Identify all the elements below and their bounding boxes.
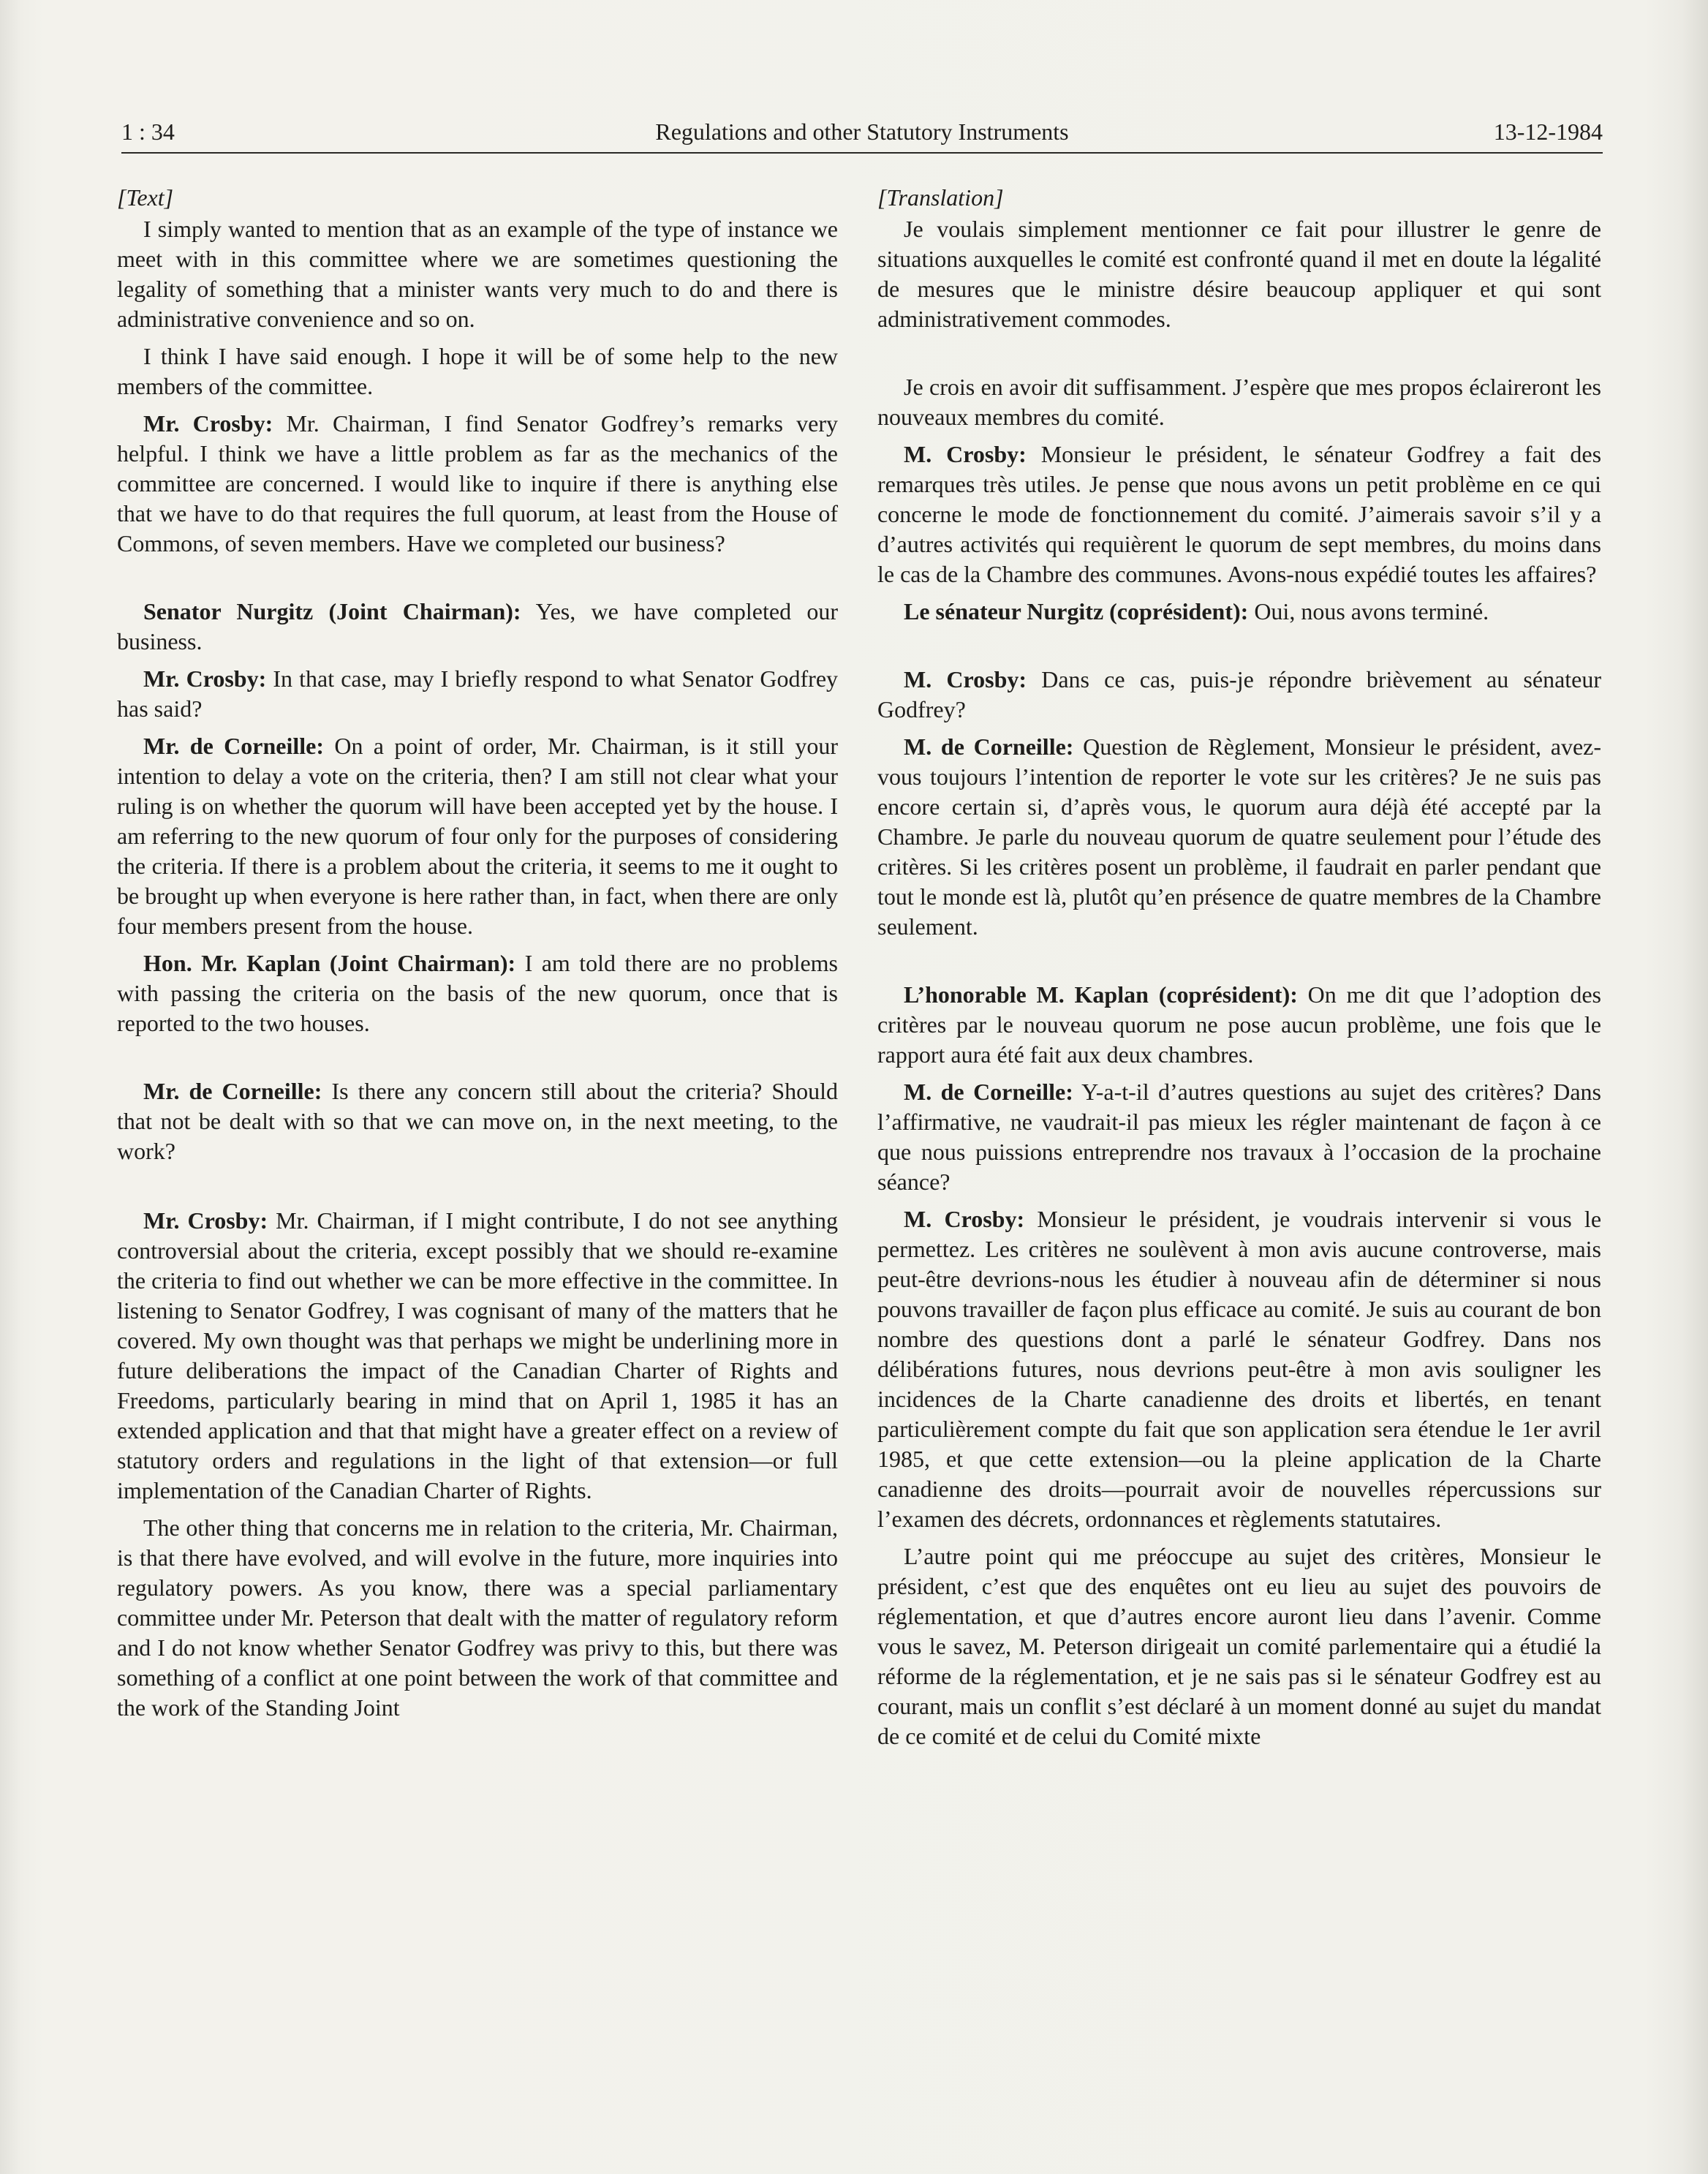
speaker-paragraph: M. de Corneille: Question de Règlement, Monsieur le président, avez-vous toujours l’intention de reporter le vote sur les critères? Je ne suis pas encore certain si, d’après vous, le quorum aura déjà été accepté par la Chambre. Je parle du nouveau quorum de quatre seulement pour l’étude des critères. Si les critères posent un problème, il faudrait en parler pendant que tout le monde est là, plutôt qu’en présence de quatre membres de la Chambre seulement. xyxy=(877,733,1602,940)
speaker-name: Mr. Crosby: xyxy=(143,665,267,692)
speaker-paragraph: M. Crosby: Monsieur le président, je voudrais intervenir si vous le permettez. Les critères ne soulèvent à mon avis aucune controverse, mais peut-être devrions-nous les étudier à nouveau afin de déterminer si nous pouvons travailler de façon plus efficace au comité. Je suis au courant de bon nombre des questions dont a parlé le sénateur Godfrey. Dans nos délibérations futures, nous devrions peut-être à mon avis souligner les incidences de la Charte canadienne des droits et libertés, en tenant particulièrement compte du fait que son application sera étendue le 1er avril 1985, et que cette extension—ou la pleine application de la Charte canadienne des droits—pourrait avoir de nouvelles répercussions sur l’examen des décrets, ordonnances et règlements statutaires. xyxy=(877,1206,1602,1532)
speaker-paragraph: Senator Nurgitz (Joint Chairman): Yes, we have completed our business. xyxy=(117,598,839,654)
speaker-name: Mr. Crosby: xyxy=(143,410,273,437)
page-number: 1 : 34 xyxy=(121,118,175,145)
speaker-paragraph: Le sénateur Nurgitz (coprésident): Oui, nous avons terminé. xyxy=(904,598,1489,624)
speaker-paragraph: Mr. de Corneille: Is there any concern still about the criteria? Should that not be dealt with so that we can move on, in the next meeting, to the work? xyxy=(117,1078,839,1164)
page-header xyxy=(121,117,1603,154)
speaker-paragraph: Mr. Crosby: Mr. Chairman, I find Senator Godfrey’s remarks very helpful. I think we have a little problem as far as the mechanics of the committee are concerned. I would like to inquire if there is anything else that we have to do that requires the full quorum, at least from the House of Commons, of seven members. Have we completed our business? xyxy=(117,410,839,556)
french-column xyxy=(877,183,1601,1751)
speaker-paragraph: M. de Corneille: Y-a-t-il d’autres questions au sujet des critères? Dans l’affirmative, ne vaudrait-il pas mieux les régler maintenant de façon à ce que nous puissions entreprendre nos travaux à l’occasion de la prochaine séance? xyxy=(877,1079,1602,1195)
paragraph: L’autre point qui me préoccupe au sujet des critères, Monsieur le président, c’est que des enquêtes ont eu lieu au sujet des pouvoirs de réglementation, et que d’autres encore auront lieu dans l’avenir. Comme vous le savez, M. Peterson dirigeait un comité parlementaire qui a étudié la réforme de la réglementation, et je ne sais pas si le sénateur Godfrey est au courant, mais un conflit s’est déclaré à un moment donné au sujet du mandat de ce comité et de celui du Comité mixte xyxy=(877,1543,1601,1749)
speaker-name: L’honorable M. Kaplan (coprésident): xyxy=(904,981,1298,1008)
meeting-date: 13-12-1984 xyxy=(1493,118,1603,145)
speaker-name: Le sénateur Nurgitz (coprésident): xyxy=(904,598,1249,624)
speaker-paragraph: M. Crosby: Monsieur le président, le sénateur Godfrey a fait des remarques très utiles. Je pense que nous avons un petit problème en ce qui concerne le mode de fonctionnement du comité. J’aimerais savoir s’il y a d’autres activités qui requièrent le quorum de sept membres, du moins dans le cas de la Chambre des communes. Avons-nous expédié toutes les affaires? xyxy=(877,441,1602,587)
speaker-paragraph: Hon. Mr. Kaplan (Joint Chairman): I am told there are no problems with passing the criteria on the basis of the new quorum, once that is reported to the two houses. xyxy=(117,950,839,1036)
paragraph: I simply wanted to mention that as an example of the type of instance we meet with in this committee where we are sometimes questioning the legality of something that a minister wants very much to do and there is administrative convenience and so on. xyxy=(117,216,838,332)
speaker-paragraph: L’honorable M. Kaplan (coprésident): On me dit que l’adoption des critères par le nouveau quorum ne pose aucun problème, une fois que le rapport aura été fait aux deux chambres. xyxy=(877,981,1602,1068)
paragraph: The other thing that concerns me in relation to the criteria, Mr. Chairman, is that there have evolved, and will evolve in the future, more inquiries into regulatory powers. As you know, there was a special parliamentary committee under Mr. Peterson that dealt with the matter of regulatory reform and I do not know whether Senator Godfrey was privy to this, but there was something of a conflict at one point between the work of that committee and the work of the Standing Joint xyxy=(117,1514,838,1721)
text-tag: [Text] xyxy=(117,184,174,211)
speaker-name: M. de Corneille: xyxy=(904,1079,1073,1105)
speaker-name: M. Crosby: xyxy=(904,441,1027,467)
speaker-paragraph: Mr. de Corneille: On a point of order, Mr. Chairman, is it still your intention to delay a vote on the criteria, then? I am still not clear what your ruling is on whether the quorum will have been accepted yet by the house. I am referring to the new quorum of four only for the purposes of considering the criteria. If there is a problem about the criteria, it seems to me it ought to be brought up when everyone is here rather than, in fact, when there are only four members present from the house. xyxy=(117,733,839,939)
speaker-name: Mr. Crosby: xyxy=(143,1207,268,1234)
paragraph: I think I have said enough. I hope it will be of some help to the new members of the committee. xyxy=(117,343,838,399)
speaker-name: M. Crosby: xyxy=(904,1206,1025,1232)
speaker-name: Hon. Mr. Kaplan (Joint Chairman): xyxy=(143,950,516,976)
speaker-name: M. Crosby: xyxy=(904,666,1027,692)
speaker-paragraph: M. Crosby: Dans ce cas, puis-je répondre brièvement au sénateur Godfrey? xyxy=(877,666,1602,722)
speaker-name: Senator Nurgitz (Joint Chairman): xyxy=(143,598,521,624)
paragraph: Je crois en avoir dit suffisamment. J’espère que mes propos éclaireront les nouveaux membres du comité. xyxy=(877,374,1601,430)
english-column xyxy=(117,183,838,1723)
translation-tag: [Translation] xyxy=(877,184,1004,211)
paragraph: Je voulais simplement mentionner ce fait pour illustrer le genre de situations auxquelles le comité est confronté quand il met en doute la légalité de mesures que le ministre désire beaucoup appliquer et qui sont administrativement commodes. xyxy=(877,216,1601,332)
speaker-name: Mr. de Corneille: xyxy=(143,733,324,759)
speaker-name: Mr. de Corneille: xyxy=(143,1078,322,1104)
speaker-paragraph: Mr. Crosby: Mr. Chairman, if I might contribute, I do not see anything controversial about the criteria, except possibly that we should re-examine the criteria to find out whether we can be more effective in the committee. In listening to Senator Godfrey, I was cognisant of many of the matters that he covered. My own thought was that perhaps we might be underlining more in future deliberations the impact of the Canadian Charter of Rights and Freedoms, particularly bearing in mind that on April 1, 1985 it has an extended application and that that might have a greater effect on a review of statutory orders and regulations in the light of that extension—or full implementation of the Canadian Charter of Rights. xyxy=(117,1207,839,1503)
speaker-name: M. de Corneille: xyxy=(904,733,1074,760)
speaker-paragraph: Mr. Crosby: In that case, may I briefly respond to what Senator Godfrey has said? xyxy=(117,665,839,722)
publication-title: Regulations and other Statutory Instruments xyxy=(655,118,1069,145)
